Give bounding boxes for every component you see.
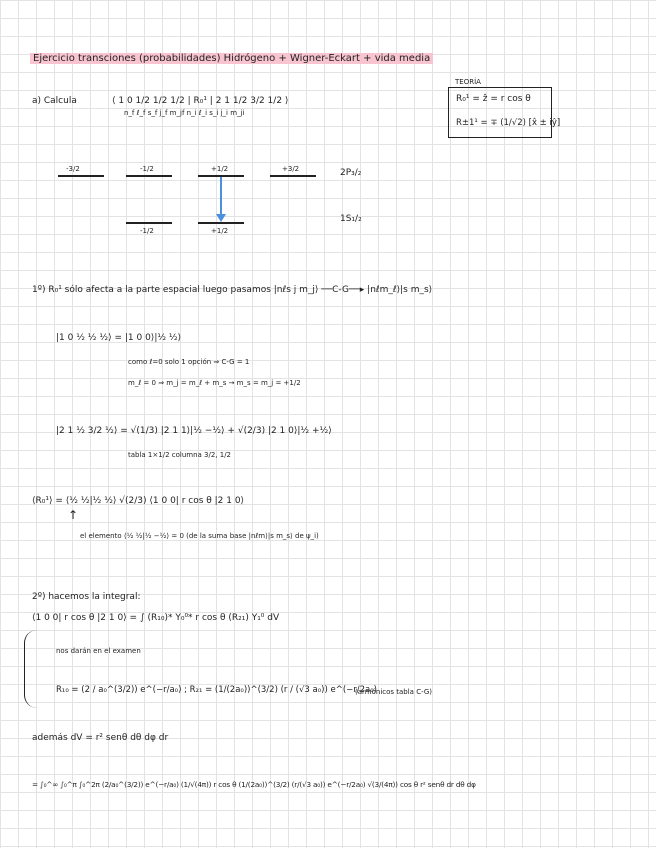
upper-level-1	[58, 175, 104, 177]
step1-ket1-note1: como ℓ=0 solo 1 opción ⇒ C-G = 1	[128, 358, 250, 366]
part-a-quantum-labels: n_f ℓ_f s_f j_f m_jf n_i ℓ_i s_i j_i m_ji	[124, 109, 245, 117]
step1-ket1: |1 0 ½ ½ ½⟩ = |1 0 0⟩|½ ½⟩	[56, 333, 182, 343]
step1-line: 1º) R₀¹ sólo afecta a la parte espacial luego pasamos |nℓs j m_j⟩ ──C-G──▸ |nℓm_ℓ⟩|s m_s⟩	[32, 285, 433, 295]
upper-label-4: +3/2	[282, 165, 300, 173]
theory-line-1: R₀¹ = ẑ = r cos θ	[456, 94, 531, 104]
transition-arrow	[220, 177, 222, 215]
lower-level-2	[198, 222, 244, 224]
part-a-lead: a) Calcula	[32, 96, 77, 106]
up-arrow-icon: ↑	[68, 508, 79, 522]
lower-level-1	[126, 222, 172, 224]
step2-exam-note: nos darán en el examen	[56, 647, 141, 655]
lower-level-name: 1S₁/₂	[340, 214, 362, 224]
step1-result-note: el elemento ⟨½ ½|½ −½⟩ = 0 (de la suma base |nℓm⟩|s m_s⟩ de ψ_i)	[80, 532, 319, 540]
transition-arrow-head	[216, 214, 226, 222]
step1-ket1-note2: m_ℓ = 0 ⇒ m_j = m_ℓ + m_s → m_s = m_j = +1/2	[128, 379, 301, 387]
upper-level-4	[270, 175, 316, 177]
upper-level-name: 2P₃/₂	[340, 168, 362, 178]
step2-harmonics-note: (armónicos tabla C-G)	[355, 688, 433, 696]
upper-label-3: +1/2	[211, 165, 229, 173]
step2-final: = ∫₀^∞ ∫₀^π ∫₀^2π (2/a₀^(3/2)) e^(−r/a₀) (1/√(4π)) r cos θ (1/(2a₀))^(3/2) (r/(√3 a₀)) e^(−r/2a₀) √(3/(4π)) cos θ r² senθ dr dθ dφ	[32, 780, 476, 789]
theory-line-2: R±1¹ = ∓ (1/√2) [x̂ ± iŷ]	[456, 118, 561, 128]
lower-label-1: -1/2	[140, 227, 154, 235]
step2-integral: ⟨1 0 0| r cos θ |2 1 0⟩ = ∫ (R₁₀)* Y₀⁰* r cos θ (R₂₁) Y₁⁰ dV	[32, 613, 280, 623]
page-title	[30, 46, 433, 65]
upper-level-2	[126, 175, 172, 177]
part-a-braket: ⟨ 1 0 1/2 1/2 1/2 | R₀¹ | 2 1 1/2 3/2 1/2 ⟩	[112, 96, 289, 106]
lower-label-2: +1/2	[211, 227, 229, 235]
step1-result: ⟨R₀¹⟩ = ⟨½ ½|½ ½⟩ √(2/3) ⟨1 0 0| r cos θ |2 1 0⟩	[32, 496, 245, 506]
theory-label: TEORÍA	[455, 78, 481, 86]
step2-intro: 2º) hacemos la integral:	[32, 592, 141, 602]
title-text: Ejercicio transciones (probabilidades) Hidrógeno + Wigner-Eckart + vida media	[30, 53, 433, 64]
upper-label-2: -1/2	[140, 165, 154, 173]
step1-ket2: |2 1 ½ 3/2 ½⟩ = √(1/3) |2 1 1⟩|½ −½⟩ + √(2/3) |2 1 0⟩|½ +½⟩	[56, 426, 332, 436]
step2-dv: además dV = r² senθ dθ dφ dr	[32, 733, 169, 743]
left-brace	[24, 630, 37, 708]
step1-ket2-note: tabla 1×1/2 columna 3/2, 1/2	[128, 451, 232, 459]
upper-label-1: -3/2	[66, 165, 80, 173]
step2-radial: R₁₀ = (2 / a₀^(3/2)) e^(−r/a₀) ; R₂₁ = (1/(2a₀))^(3/2) (r / (√3 a₀)) e^(−r/2a₀)	[56, 685, 377, 695]
